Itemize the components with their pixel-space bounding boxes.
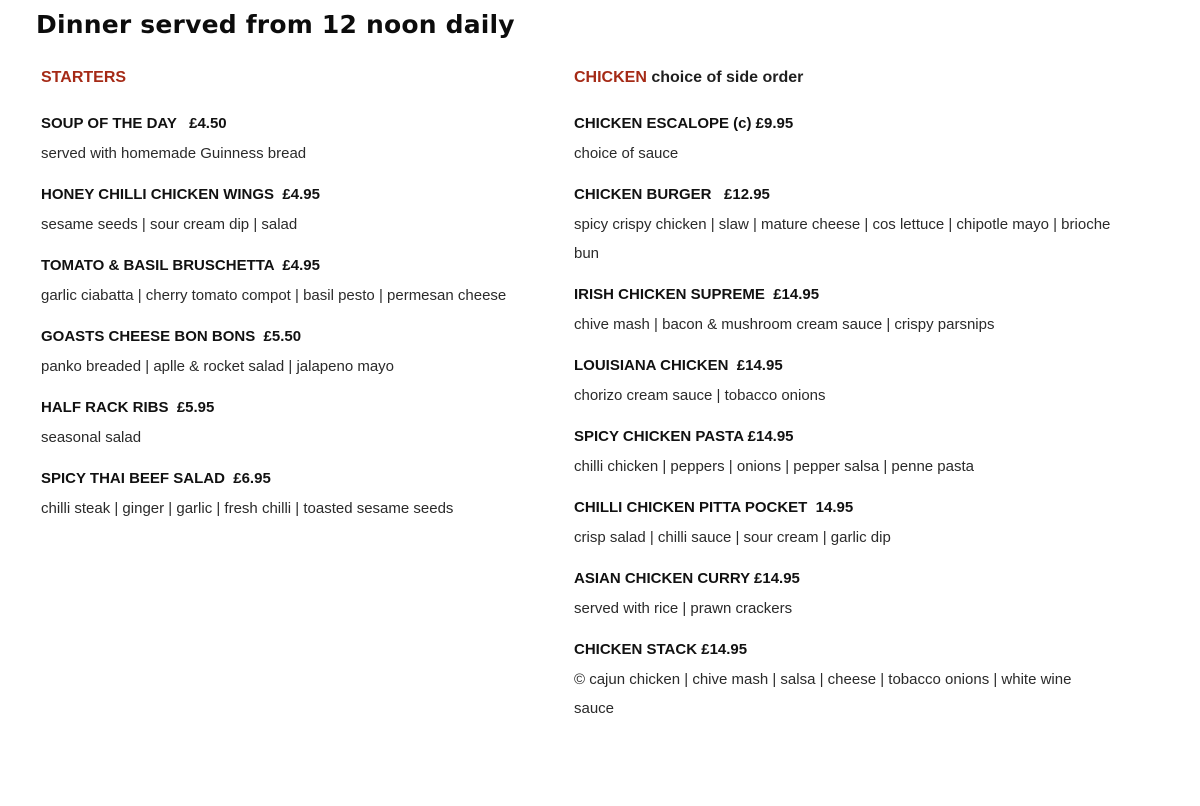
menu-item (41, 327, 556, 381)
chicken-heading (574, 68, 1114, 88)
menu-item (574, 427, 1114, 481)
menu-item-name: SOUP OF THE DAY £4.50 (41, 115, 227, 132)
menu-item-description: chorizo cream sauce | tobacco onions (574, 387, 826, 404)
menu-item-name: CHICKEN BURGER £12.95 (574, 186, 770, 203)
menu-item (574, 498, 1114, 552)
menu-item-name: SPICY CHICKEN PASTA £14.95 (574, 428, 794, 445)
menu-item-name: HALF RACK RIBS £5.95 (41, 399, 215, 416)
menu-item-description: served with rice | prawn crackers (574, 600, 793, 617)
menu-item (574, 356, 1114, 410)
menu-item-name: IRISH CHICKEN SUPREME £14.95 (574, 286, 820, 303)
menu-item-name: HONEY CHILLI CHICKEN WINGS £4.95 (41, 186, 320, 203)
menu-item (574, 569, 1114, 623)
menu-item (574, 285, 1114, 339)
menu-item (41, 114, 556, 168)
menu-item-name: CHILLI CHICKEN PITTA POCKET 14.95 (574, 499, 854, 516)
menu-item-description: chilli chicken | peppers | onions | pepper salsa | penne pasta (574, 458, 974, 475)
menu-item (41, 185, 556, 239)
page-title: Dinner served from 12 noon daily (36, 10, 515, 39)
starters-section (41, 68, 556, 540)
menu-item (574, 114, 1114, 168)
menu-item (41, 398, 556, 452)
menu-item-name: CHICKEN ESCALOPE (c) £9.95 (574, 115, 794, 132)
menu-item-name: GOASTS CHEESE BON BONS £5.50 (41, 328, 302, 345)
menu-item-description: served with homemade Guinness bread (41, 145, 307, 162)
menu-item-description: garlic ciabatta | cherry tomato compot | basil pesto | permesan cheese (41, 287, 507, 304)
menu-item-description: crisp salad | chilli sauce | sour cream | garlic dip (574, 529, 891, 546)
starters-heading-label: STARTERS (41, 69, 127, 86)
menu-item-name: TOMATO & BASIL BRUSCHETTA £4.95 (41, 257, 320, 274)
menu-item-name: LOUISIANA CHICKEN £14.95 (574, 357, 783, 374)
menu-item-description: spicy crispy chicken | slaw | mature cheese | cos lettuce | chipotle mayo | brioche bun (574, 216, 1111, 262)
menu-item-name: SPICY THAI BEEF SALAD £6.95 (41, 470, 271, 487)
chicken-heading-label: CHICKEN (574, 69, 647, 86)
starters-heading (41, 68, 556, 88)
chicken-section (574, 68, 1114, 740)
menu-item-description: choice of sauce (574, 145, 679, 162)
chicken-heading-suffix: choice of side order (646, 69, 804, 86)
menu-item-description: © cajun chicken | chive mash | salsa | cheese | tobacco onions | white wine sauce (574, 671, 1072, 717)
menu-item-description: seasonal salad (41, 429, 142, 446)
menu-item-description: chilli steak | ginger | garlic | fresh chilli | toasted sesame seeds (41, 500, 454, 517)
menu-item-name: CHICKEN STACK £14.95 (574, 641, 748, 658)
menu-item-description: chive mash | bacon & mushroom cream sauce | crispy parsnips (574, 316, 995, 333)
menu-item-description: sesame seeds | sour cream dip | salad (41, 216, 298, 233)
menu-item-description: panko breaded | aplle & rocket salad | jalapeno mayo (41, 358, 395, 375)
menu-item (574, 185, 1114, 268)
menu-item (574, 640, 1114, 723)
menu-item-name: ASIAN CHICKEN CURRY £14.95 (574, 570, 800, 587)
menu-item (41, 469, 556, 523)
menu-item (41, 256, 556, 310)
